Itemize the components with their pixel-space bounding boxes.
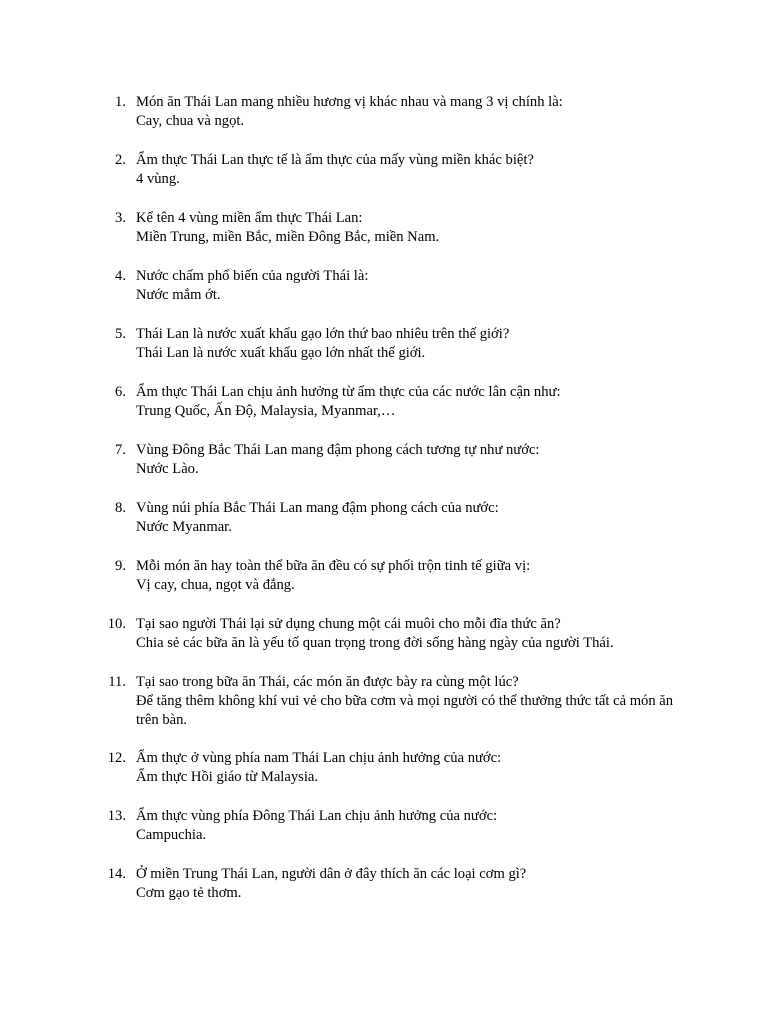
item-number: 14. (107, 866, 126, 882)
answer-text: Chia sẻ các bữa ăn là yếu tố quan trọng trong đời sống hàng ngày của người Thái. (136, 635, 614, 651)
question-text: Thái Lan là nước xuất khẩu gạo lớn thứ bao nhiêu trên thế giới? (136, 326, 510, 342)
question-text: Ẩm thực ở vùng phía nam Thái Lan chịu ảnh hưởng của nước: (136, 750, 502, 766)
answer-text: Cơm gạo tẻ thơm. (136, 885, 242, 901)
question-text: Ở miền Trung Thái Lan, người dân ở đây thích ăn các loại cơm gì? (136, 866, 527, 882)
item-number: 8. (115, 500, 126, 516)
answer-text: Trung Quốc, Ấn Độ, Malaysia, Myanmar,… (136, 403, 396, 419)
item-number: 3. (115, 210, 126, 226)
answer-text: Nước Lào. (136, 461, 199, 477)
question-text: Ẩm thực Thái Lan chịu ảnh hưởng từ ẩm thực của các nước lân cận như: (136, 384, 561, 400)
answer-text: Campuchia. (136, 827, 207, 843)
question-text: Mỗi món ăn hay toàn thể bữa ăn đều có sự phối trộn tinh tế giữa vị: (136, 558, 531, 574)
answer-text: Thái Lan là nước xuất khẩu gạo lớn nhất thế giới. (136, 345, 426, 361)
answer-text: Nước mắm ớt. (136, 287, 221, 303)
item-number: 12. (107, 750, 126, 766)
question-text: Kể tên 4 vùng miền ẩm thực Thái Lan: (136, 210, 363, 226)
item-number: 6. (115, 384, 126, 400)
question-text: Ẩm thực vùng phía Đông Thái Lan chịu ảnh hưởng của nước: (136, 808, 498, 824)
question-text: Tại sao người Thái lại sử dụng chung một cái muôi cho mỗi đĩa thức ăn? (136, 616, 561, 632)
answer-text: Miền Trung, miền Bắc, miền Đông Bắc, miền Nam. (136, 229, 440, 245)
question-text: Nước chấm phổ biến của người Thái là: (136, 268, 369, 284)
question-text: Tại sao trong bữa ăn Thái, các món ăn được bày ra cùng một lúc? (136, 674, 519, 690)
answer-text: Ẩm thực Hồi giáo từ Malaysia. (136, 769, 318, 785)
answer-text: Để tăng thêm không khí vui vẻ cho bữa cơm và mọi người có thể thưởng thức tất cả món ăn trên bàn. (136, 693, 674, 728)
question-text: Ẩm thực Thái Lan thực tế là ẩm thực của mấy vùng miền khác biệt? (136, 152, 534, 168)
item-number: 4. (115, 268, 126, 284)
item-number: 5. (115, 326, 126, 342)
item-number: 1. (115, 94, 126, 110)
item-number: 13. (107, 808, 126, 824)
answer-text: Vị cay, chua, ngọt và đắng. (136, 577, 295, 593)
item-number: 11. (108, 674, 126, 690)
item-number: 10. (107, 616, 126, 632)
item-number: 2. (115, 152, 126, 168)
item-number: 7. (115, 442, 126, 458)
answer-text: Nước Myanmar. (136, 519, 232, 535)
answer-text: Cay, chua và ngọt. (136, 113, 245, 129)
item-number: 9. (115, 558, 126, 574)
question-text: Vùng núi phía Bắc Thái Lan mang đậm phong cách của nước: (136, 500, 499, 516)
answer-text: 4 vùng. (136, 171, 180, 187)
question-text: Món ăn Thái Lan mang nhiều hương vị khác nhau và mang 3 vị chính là: (136, 94, 563, 110)
question-text: Vùng Đông Bắc Thái Lan mang đậm phong cách tương tự như nước: (136, 442, 540, 458)
